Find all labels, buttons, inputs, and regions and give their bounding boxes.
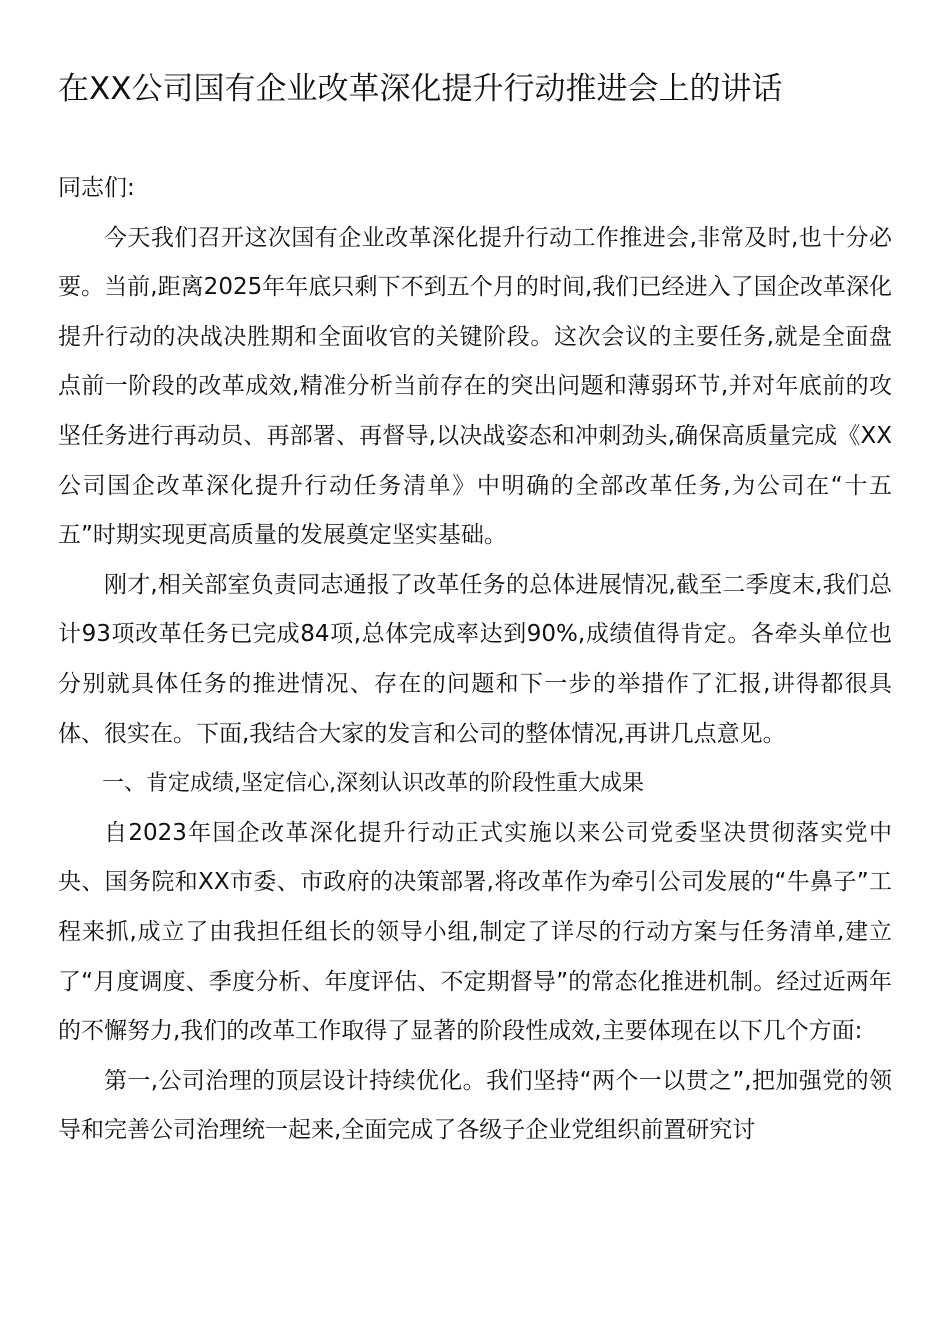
section-heading-1: 一、肯定成绩,坚定信心,深刻认识改革的阶段性重大成果: [102, 771, 644, 797]
salutation: 同志们:: [58, 175, 135, 201]
paragraph-opening: 今天我们召开这次国有企业改革深化提升行动工作推进会,非常及时,也十分必要。当前,距离2025年年底只剩下不到五个月的时间,我们已经进入了国企改革深化提升行动的决战决胜期和全面收官的关键阶段。这次会议的主要任务,就是全面盘点前一阶段的改革成效,精准分析当前存在的突出问题和薄弱环节,并对年底前的攻坚任务进行再动员、再部署、再督导,以决战姿态和冲刺劲头,确保高质量完成《XX公司国企改革深化提升行动任务清单》中明确的全部改革任务,为公司在“十五五”时期实现更高质量的发展奠定坚实基础。: [58, 224, 892, 549]
speech-body: [58, 164, 892, 1156]
paragraph-governance: 第一,公司治理的顶层设计持续优化。我们坚持“两个一以贯之”,把加强党的领导和完善公司治理统一起来,全面完成了各级子企业党组织前置研究讨: [58, 1067, 892, 1144]
speech-title: 在XX公司国有企业改革深化提升行动推进会上的讲话: [58, 71, 783, 107]
paragraph-progress: 刚才,相关部室负责同志通报了改革任务的总体进展情况,截至二季度末,我们总计93项改革任务已完成84项,总体完成率达到90%,成绩值得肯定。各牵头单位也分别就具体任务的推进情况、存在的问题和下一步的举措作了汇报,讲得都很具体、很实在。下面,我结合大家的发言和公司的整体情况,再讲几点意见。: [58, 571, 892, 747]
paragraph-achievements: 自2023年国企改革深化提升行动正式实施以来公司党委坚决贯彻落实党中央、国务院和XX市委、市政府的决策部署,将改革作为牵引公司发展的“牛鼻子”工程来抓,成立了由我担任组长的领导小组,制定了详尽的行动方案与任务清单,建立了“月度调度、季度分析、年度评估、不定期督导”的常态化推进机制。经过近两年的不懈努力,我们的改革工作取得了显著的阶段性成效,主要体现在以下几个方面:: [58, 819, 892, 1045]
